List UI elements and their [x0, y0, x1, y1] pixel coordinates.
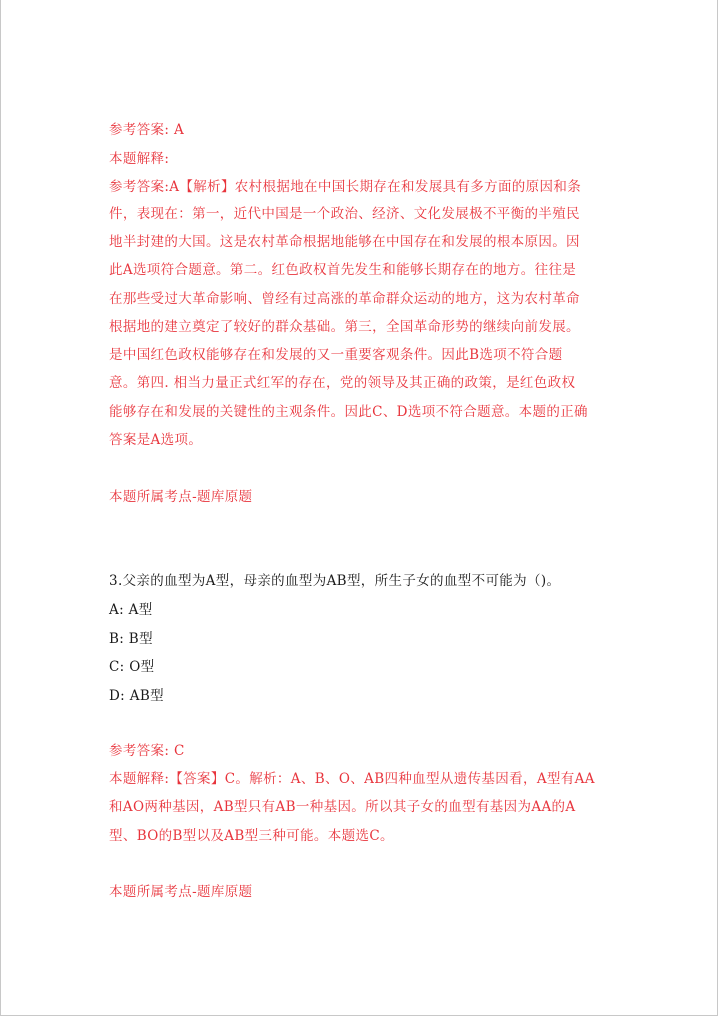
question-stem: 3.父亲的血型为A型，母亲的血型为AB型，所生子女的血型不可能为（)。	[109, 573, 561, 589]
option-a: A: A型	[109, 602, 153, 618]
explanation-line: 地半封建的大国。这是农村革命根据地能够在中国存在和发展的根本原因。因	[109, 234, 580, 250]
source-line: 本题所属考点-题库原题	[109, 489, 253, 505]
source-line: 本题所属考点-题库原题	[109, 884, 253, 900]
explanation-line: 本题解释:【答案】C。解析：A、B、O、AB四种血型从遗传基因看，A型有AA	[109, 771, 595, 787]
explanation-line: 根据地的建立奠定了较好的群众基础。第三，全国革命形势的继续向前发展。	[109, 319, 580, 335]
explanation-line: 意。第四. 相当力量正式红军的存在，党的领导及其正确的政策，是红色政权	[109, 375, 576, 391]
option-b: B: B型	[109, 631, 153, 647]
answer-line: 参考答案: A	[109, 122, 185, 138]
answer-line: 参考答案: C	[109, 743, 185, 759]
explanation-line: 能够存在和发展的关键性的主观条件。因此C、D选项不符合题意。本题的正确	[109, 404, 588, 420]
explanation-label: 本题解释:	[109, 151, 170, 167]
explanation-line: 是中国红色政权能够存在和发展的又一重要客观条件。因此B选项不符合题	[109, 347, 563, 363]
option-d: D: AB型	[109, 688, 164, 704]
explanation-line: 参考答案:A【解析】农村根据地在中国长期存在和发展具有多方面的原因和条	[109, 179, 582, 195]
option-c: C: O型	[109, 659, 155, 675]
explanation-line: 件，表现在：第一，近代中国是一个政治、经济、文化发展极不平衡的半殖民	[109, 206, 580, 222]
explanation-line: 型、BO的B型以及AB型三种可能。本题选C。	[109, 828, 394, 844]
explanation-line: 答案是A选项。	[109, 432, 203, 448]
explanation-line: 和AO两种基因，AB型只有AB一种基因。所以其子女的血型有基因为AA的A	[109, 799, 576, 815]
explanation-line: 此A选项符合题意。第二。红色政权首先发生和能够长期存在的地方。往往是	[109, 262, 577, 278]
explanation-line: 在那些受过大革命影响、曾经有过高涨的革命群众运动的地方，这为农村革命	[109, 291, 580, 307]
